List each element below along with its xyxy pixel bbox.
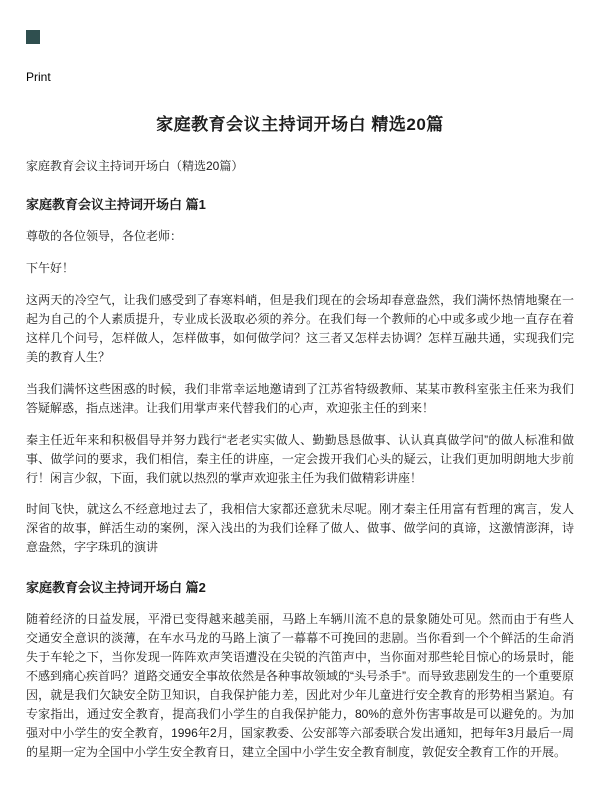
paragraph: 下午好！ — [26, 260, 75, 275]
paragraph: 随着经济的日益发展，平滑已变得越来越美丽，马路上车辆川流不息的景象随处可见。然而由于有些人交通安全意识的淡薄，在车水马龙的马路上演了一幕幕不可挽回的悲剧。当你看到一个个鲜活的生命消失于车轮之下，当你发现一阵阵欢声笑语遭没在尖锐的汽笛声中，当你面对那些轮目惊心的场景时，能不感到痛心疾首吗？道路交通安全事故依然是各种事故领域的“头号杀手”。而导致悲剧发生的一个重要原因，就是我们欠缺安全防卫知识，自我保护能力差，因此对少年儿童进行安全教育的形势相当紧迫。有专家指出，通过安全教育，提高我们小学生的自我保护能力，80%的意外伤害事故是可以避免的。为加强对中小学生的安全教育，1996年2月，国家教委、公安部等六部委联合发出通知，把每年3月最后一周的星期一定为全国中小学生安全教育日，建立全国中小学生安全教育制度，敦促安全教育工作的开展。 — [26, 612, 574, 760]
paragraph: 当我们满怀这些困惑的时候，我们非常幸运地邀请到了江苏省特级教师、某某市教科室张主任来为我们答疑解惑，指点迷津。让我们用掌声来代替我们的心声，欢迎张主任的到来！ — [26, 381, 574, 415]
section-2-heading: 家庭教育会议主持词开场白 篇2 — [26, 580, 206, 596]
print-link[interactable]: Print — [26, 70, 51, 84]
paragraph: 时间飞快，就这么不经意地过去了，我相信大家都还意犹未尽呢。刚才秦主任用富有哲理的寓言，发人深省的故事，鲜活生动的案例，深入浅出的为我们诠释了做人、做事、做学问的真谛，这激情澎湃，诗意盎然，字字珠玑的演讲 — [26, 502, 574, 555]
logo-icon — [26, 30, 40, 44]
paragraph: 尊敬的各位领导，各位老师： — [26, 229, 183, 243]
section-1-heading: 家庭教育会议主持词开场白 篇1 — [26, 197, 206, 212]
paragraph: 这两天的冷空气，让我们感受到了春寒料峭，但是我们现在的会场却春意盎然，我们满怀热情地聚在一起为自己的个人素质提升，专业成长汲取必须的养分。在我们每一个教师的心中或多或少地一直存在着这样几个问号，怎样做人，怎样做事，如何做学问？这三者又怎样去协调？怎样互融共通，实现我们完美的教育人生？ — [26, 292, 574, 364]
page-title: 家庭教育会议主持词开场白 精选20篇 — [156, 115, 444, 134]
paragraph: 秦主任近年来和积极倡导并努力践行“老老实实做人、勤勤恳恳做事、认认真真做学问”的做人标准和做事、做学问的要求，我们相信，秦主任的讲座，一定会拨开我们心头的疑云，让我们更加明朗地大步前行！闲言少叙，下面，我们就以热烈的掌声欢迎张主任为我们做精彩讲座！ — [26, 432, 574, 485]
page-subtitle: 家庭教育会议主持词开场白（精选20篇） — [26, 159, 244, 173]
section-2 — [26, 577, 574, 762]
section-1 — [26, 194, 574, 557]
